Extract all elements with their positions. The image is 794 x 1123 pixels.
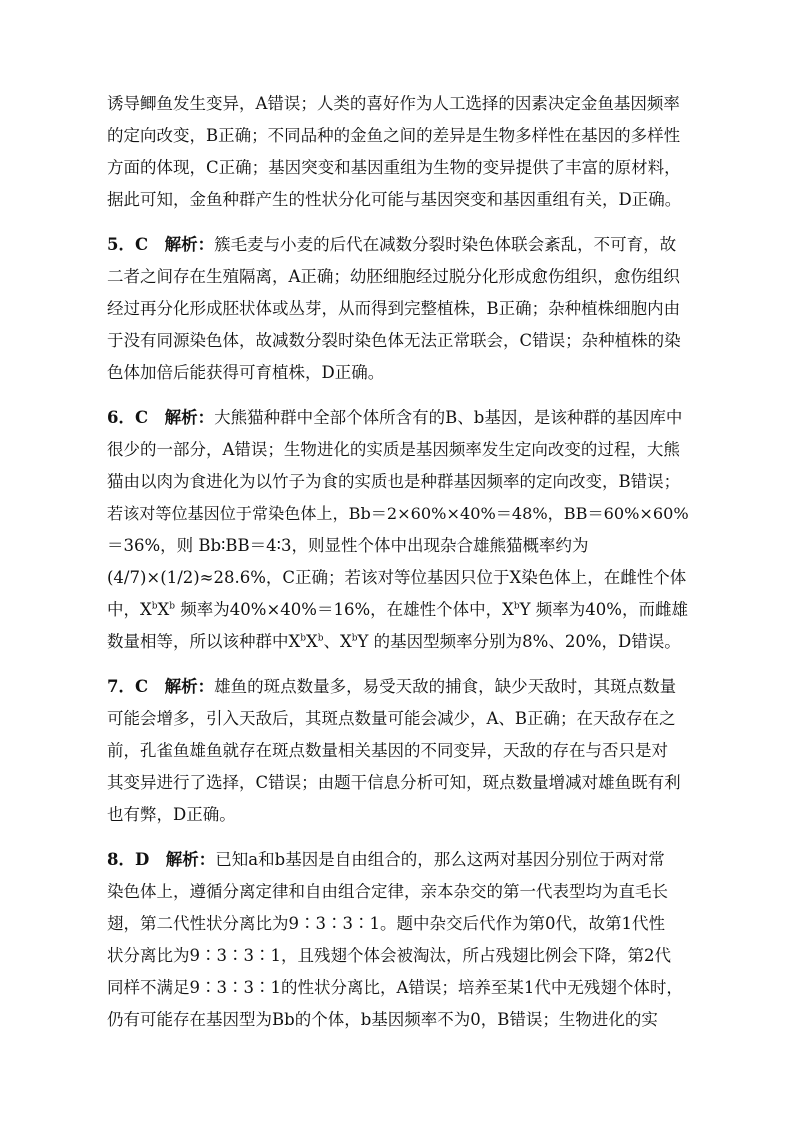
text-line: 翅，第二代性状分离比为9∶3∶3∶1。题中杂交后代作为第0代，故第1代性	[107, 914, 665, 933]
answer-6-heading: 6．C 解析：	[107, 408, 215, 427]
text-line	[107, 402, 689, 434]
text-line: 据此可知，金鱼种群产生的性状分化可能与基因突变和基因重组有关，D正确。	[107, 190, 682, 209]
text-line: 仍有可能存在基因型为Bb的个体，b基因频率不为0，B错误；生物进化的实	[107, 1010, 658, 1029]
text-line: 方面的体现，C正确；基因突变和基因重组为生物的变异提供了丰富的原材料，	[107, 158, 681, 177]
text-line: 色体加倍后能获得可育植株，D正确。	[107, 363, 385, 382]
text-line: 也有弊，D正确。	[107, 805, 236, 824]
text-line: 于没有同源染色体，故减数分裂时染色体无法正常联会，C错误；杂种植株的染	[107, 331, 681, 350]
answer-explanations	[107, 88, 689, 1049]
text-line: 可能会增多，引入天敌后，其斑点数量可能会减少，A、B正确；在天敌存在之	[107, 709, 676, 728]
answer-8-line: 已知a和b基因是自由组合的，那么这两对基因分别位于两对常	[215, 850, 665, 869]
text-line	[107, 844, 689, 876]
answer-7-heading: 7．C 解析：	[107, 677, 215, 696]
text-line: 诱导鲫鱼发生变异，A错误；人类的喜好作为人工选择的因素决定金鱼基因频率	[107, 94, 680, 113]
text-line: 同样不满足9∶3∶3∶1的性状分离比，A错误；培养至某1代中无残翅个体时，	[107, 978, 683, 997]
answer-5-heading: 5．C 解析：	[107, 235, 215, 254]
answer-6	[107, 402, 689, 658]
text-line: ＝36%，则 Bb∶BB＝4∶3，则显性个体中出现杂合雄熊猫概率约为	[107, 536, 589, 555]
text-line: 若该对等位基因位于常染色体上，Bb＝2×60%×40%＝48%，BB＝60%×60%	[107, 504, 689, 523]
answer-8-heading: 8．D 解析：	[107, 850, 216, 869]
text-line: 经过再分化形成胚状体或丛芽，从而得到完整植株，B正确；杂种植株细胞内由	[107, 299, 681, 318]
text-line: 其变异进行了选择，C错误；由题干信息分析可知，斑点数量增减对雄鱼既有利	[107, 773, 681, 792]
text-line: 染色体上，遵循分离定律和自由组合定律，亲本杂交的第一代表型均为直毛长	[107, 882, 668, 901]
text-line: 中，$X^bX^b$ 频率为40%×40%＝16%，在雄性个体中，$X^bY$ 频率为40%，而雌雄	[107, 600, 688, 619]
text-line: 二者之间存在生殖隔离，A正确；幼胚细胞经过脱分化形成愈伤组织，愈伤组织	[107, 267, 680, 286]
answer-7-line: 雄鱼的斑点数量多，易受天敌的捕食，缺少天敌时，其斑点数量	[214, 677, 677, 696]
text-line	[107, 229, 689, 261]
answer-6-line: 大熊猫种群中全部个体所含有的B、b基因，是该种群的基因库中	[214, 408, 683, 427]
text-line: 的定向改变，B正确；不同品种的金鱼之间的差异是生物多样性在基因的多样性	[107, 126, 681, 145]
text-line: 前，孔雀鱼雄鱼就存在斑点数量相关基因的不同变异，天敌的存在与否只是对	[107, 741, 668, 760]
answer-7	[107, 671, 689, 831]
text-line: 猫由以肉为食进化为以竹子为食的实质也是种群基因频率的定向改变，B错误；	[107, 472, 681, 491]
text-line: 状分离比为9∶3∶3∶1，且残翅个体会被淘汰，所占残翅比例会下降，第2代	[107, 946, 671, 965]
text-line	[107, 671, 689, 703]
text-line: 很少的一部分，A错误；生物进化的实质是基因频率发生定向改变的过程，大熊	[107, 440, 680, 459]
text-line: (4/7)×(1/2)≈28.6%，C正确；若该对等位基因只位于X染色体上，在雌性个体	[107, 568, 687, 587]
text-line: 数量相等，所以该种群中$X^bX^b$、$X^bY$ 的基因型频率分别为8%、20%，D错误。	[107, 632, 681, 651]
answer-8	[107, 844, 689, 1036]
paragraph-4-continued	[107, 88, 689, 216]
answer-5	[107, 229, 689, 389]
answer-5-line: 簇毛麦与小麦的后代在减数分裂时染色体联会紊乱，不可育，故	[214, 235, 677, 254]
